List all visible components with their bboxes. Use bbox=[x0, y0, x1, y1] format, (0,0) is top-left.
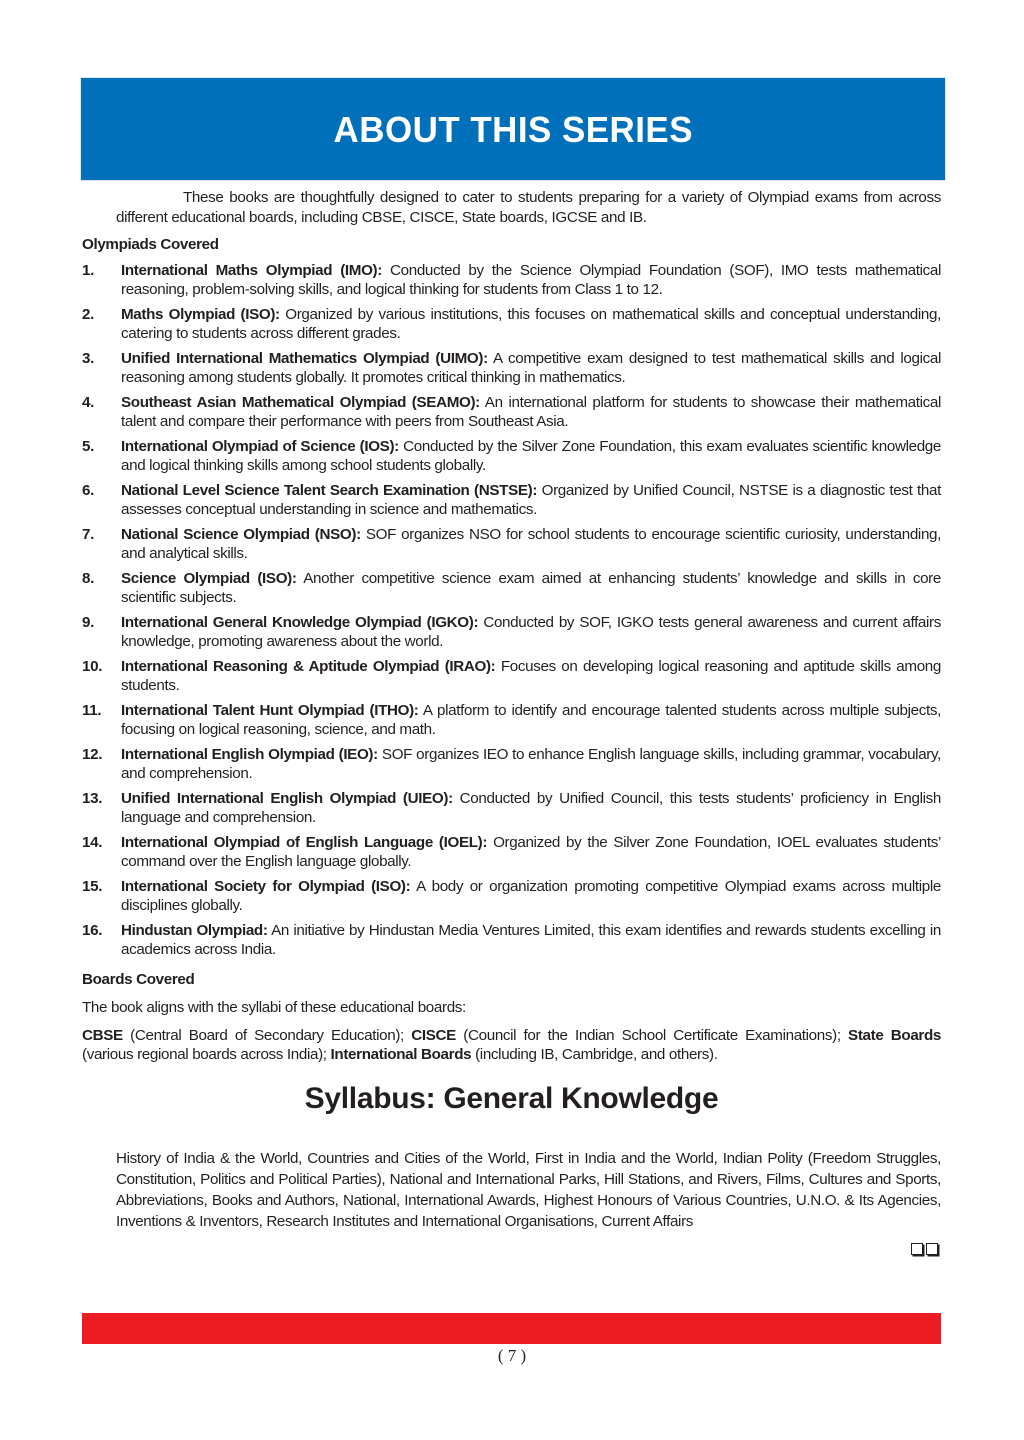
item-number: 2. bbox=[82, 305, 94, 323]
item-description: Conducted by the Science Olympiad Foundation (SOF), IMO tests mathematical reasoning, problem-solving skills, and logical thinking for students from Class 1 to 12. bbox=[121, 261, 941, 298]
boards-heading: Boards Covered bbox=[82, 970, 195, 988]
list-item bbox=[82, 789, 941, 828]
boards-lead: The book aligns with the syllabi of these educational boards: bbox=[82, 999, 466, 1016]
item-title: Science Olympiad (ISO): bbox=[121, 569, 297, 587]
main-content bbox=[82, 188, 941, 1065]
item-description: An initiative by Hindustan Media Ventures Limited, this exam identifies and rewards students excelling in academics across India. bbox=[121, 921, 942, 958]
item-number: 8. bbox=[82, 569, 94, 587]
page-number: ( 7 ) bbox=[497, 1346, 527, 1365]
list-item bbox=[82, 613, 941, 652]
list-item bbox=[82, 525, 941, 564]
item-number: 9. bbox=[82, 613, 94, 631]
olympiads-list bbox=[82, 261, 941, 960]
item-number: 10. bbox=[82, 657, 103, 675]
item-title: National Science Olympiad (NSO): bbox=[121, 525, 361, 543]
item-description: Another competitive science exam aimed at enhancing students’ knowledge and skills in core scientific subjects. bbox=[121, 569, 941, 606]
item-number: 6. bbox=[82, 481, 94, 499]
list-item bbox=[82, 921, 941, 960]
list-item bbox=[82, 833, 941, 872]
item-description: Focuses on developing logical reasoning and aptitude skills among students. bbox=[121, 657, 941, 694]
item-description: A competitive exam designed to test mathematical skills and logical reasoning among students globally. It promotes critical thinking in mathematics. bbox=[121, 349, 941, 386]
item-description: An international platform for students to showcase their mathematical talent and compare their performance with peers from Southeast Asia. bbox=[121, 393, 941, 430]
item-number: 1. bbox=[82, 261, 94, 279]
item-title: International Reasoning & Aptitude Olympiad (IRAO): bbox=[121, 657, 496, 675]
item-description: SOF organizes NSO for school students to encourage scientific curiosity, understanding, and analytical skills. bbox=[121, 525, 942, 562]
item-description: SOF organizes IEO to enhance English language skills, including grammar, vocabulary, and comprehension. bbox=[121, 745, 941, 782]
board-name: CISCE bbox=[411, 1026, 456, 1044]
item-number: 7. bbox=[82, 525, 94, 543]
item-number: 13. bbox=[82, 789, 103, 807]
list-item bbox=[82, 657, 941, 696]
item-number: 12. bbox=[82, 745, 103, 763]
item-description: A platform to identify and encourage talented students across multiple subjects, focusing on logical reasoning, science, and math. bbox=[121, 701, 941, 738]
page-title: ABOUT THIS SERIES bbox=[333, 109, 693, 150]
list-item bbox=[82, 305, 941, 344]
item-title: International General Knowledge Olympiad (IGKO): bbox=[121, 613, 479, 631]
item-number: 5. bbox=[82, 437, 94, 455]
list-item bbox=[82, 349, 941, 388]
list-item bbox=[82, 393, 941, 432]
board-description: (Council for the Indian School Certificate Examinations); bbox=[455, 1026, 849, 1044]
board-description: (various regional boards across India); bbox=[82, 1046, 331, 1063]
intro-paragraph: These books are thoughtfully designed to cater to students preparing for a variety of Olympiad exams from across different educational boards, including CBSE, CISCE, State boards, IGCSE and IB. bbox=[116, 189, 941, 226]
item-title: Hindustan Olympiad: bbox=[121, 921, 268, 939]
board-description: (including IB, Cambridge, and others). bbox=[471, 1046, 718, 1063]
item-description: A body or organization promoting competitive Olympiad exams across multiple disciplines globally. bbox=[121, 877, 941, 914]
syllabus-title: Syllabus: General Knowledge bbox=[304, 1082, 719, 1115]
item-number: 15. bbox=[82, 877, 103, 895]
item-title: Unified International Mathematics Olympiad (UIMO): bbox=[121, 349, 488, 367]
square-icon bbox=[926, 1243, 938, 1255]
list-item bbox=[82, 701, 941, 740]
item-title: International Talent Hunt Olympiad (ITHO): bbox=[121, 701, 419, 719]
item-description: Conducted by SOF, IGKO tests general awareness and current affairs knowledge, promoting awareness about the world. bbox=[121, 613, 942, 650]
board-description: (Central Board of Secondary Education); bbox=[122, 1026, 412, 1044]
item-description: Organized by various institutions, this focuses on mathematical skills and conceptual understanding, catering to students across different grades. bbox=[121, 305, 941, 342]
item-description: Organized by Unified Council, NSTSE is a diagnostic test that assesses conceptual understanding in science and mathematics. bbox=[121, 481, 941, 518]
list-item bbox=[82, 437, 941, 476]
item-description: Organized by the Silver Zone Foundation, IOEL evaluates students’ command over the English language globally. bbox=[121, 833, 941, 870]
item-title: National Level Science Talent Search Examination (NSTSE): bbox=[121, 481, 538, 499]
item-title: International Olympiad of Science (IOS): bbox=[121, 437, 399, 455]
boards-list bbox=[82, 1026, 941, 1065]
board-name: International Boards bbox=[330, 1046, 472, 1063]
item-description: Conducted by the Silver Zone Foundation, this exam evaluates scientific knowledge and logical thinking skills among school students globally. bbox=[121, 437, 941, 474]
list-item bbox=[82, 481, 941, 520]
item-description: Conducted by Unified Council, this tests students’ proficiency in English language and comprehension. bbox=[121, 789, 941, 826]
header-banner bbox=[81, 78, 945, 180]
item-number: 11. bbox=[82, 701, 102, 719]
syllabus-body: History of India & the World, Countries and Cities of the World, First in India and the World, Indian Polity (Freedom Struggles, Constitution, Politics and Political Parties), National and International Parks, Hill Stations, and Rivers, Films, Cultures and Sports, Abbreviations, Books and Authors, National, International Awards, Highest Honours of Various Countries, U.N.O. & Its Agencies, Inventions & Inventors, Research Institutes and International Organisations, Current Affairs bbox=[116, 1150, 941, 1231]
list-item bbox=[82, 261, 941, 300]
olympiads-heading: Olympiads Covered bbox=[82, 236, 219, 253]
item-title: Maths Olympiad (ISO): bbox=[121, 305, 280, 323]
list-item bbox=[82, 877, 941, 916]
item-title: International Society for Olympiad (ISO): bbox=[121, 877, 411, 895]
list-item bbox=[82, 569, 941, 608]
item-title: International English Olympiad (IEO): bbox=[121, 745, 378, 763]
square-icon bbox=[911, 1243, 923, 1255]
double-square-end-mark-icon bbox=[911, 1243, 938, 1255]
item-title: International Maths Olympiad (IMO): bbox=[121, 261, 382, 279]
board-name: CBSE bbox=[82, 1026, 123, 1044]
board-name: State Boards bbox=[848, 1026, 942, 1044]
footer-bar bbox=[82, 1313, 941, 1344]
item-number: 16. bbox=[82, 921, 103, 939]
item-number: 4. bbox=[82, 393, 94, 411]
list-item bbox=[82, 745, 941, 784]
item-number: 14. bbox=[82, 833, 103, 851]
item-title: Southeast Asian Mathematical Olympiad (SEAMO): bbox=[121, 393, 480, 411]
item-number: 3. bbox=[82, 349, 94, 367]
item-title: International Olympiad of English Language (IOEL): bbox=[121, 833, 488, 851]
item-title: Unified International English Olympiad (UIEO): bbox=[121, 789, 453, 807]
